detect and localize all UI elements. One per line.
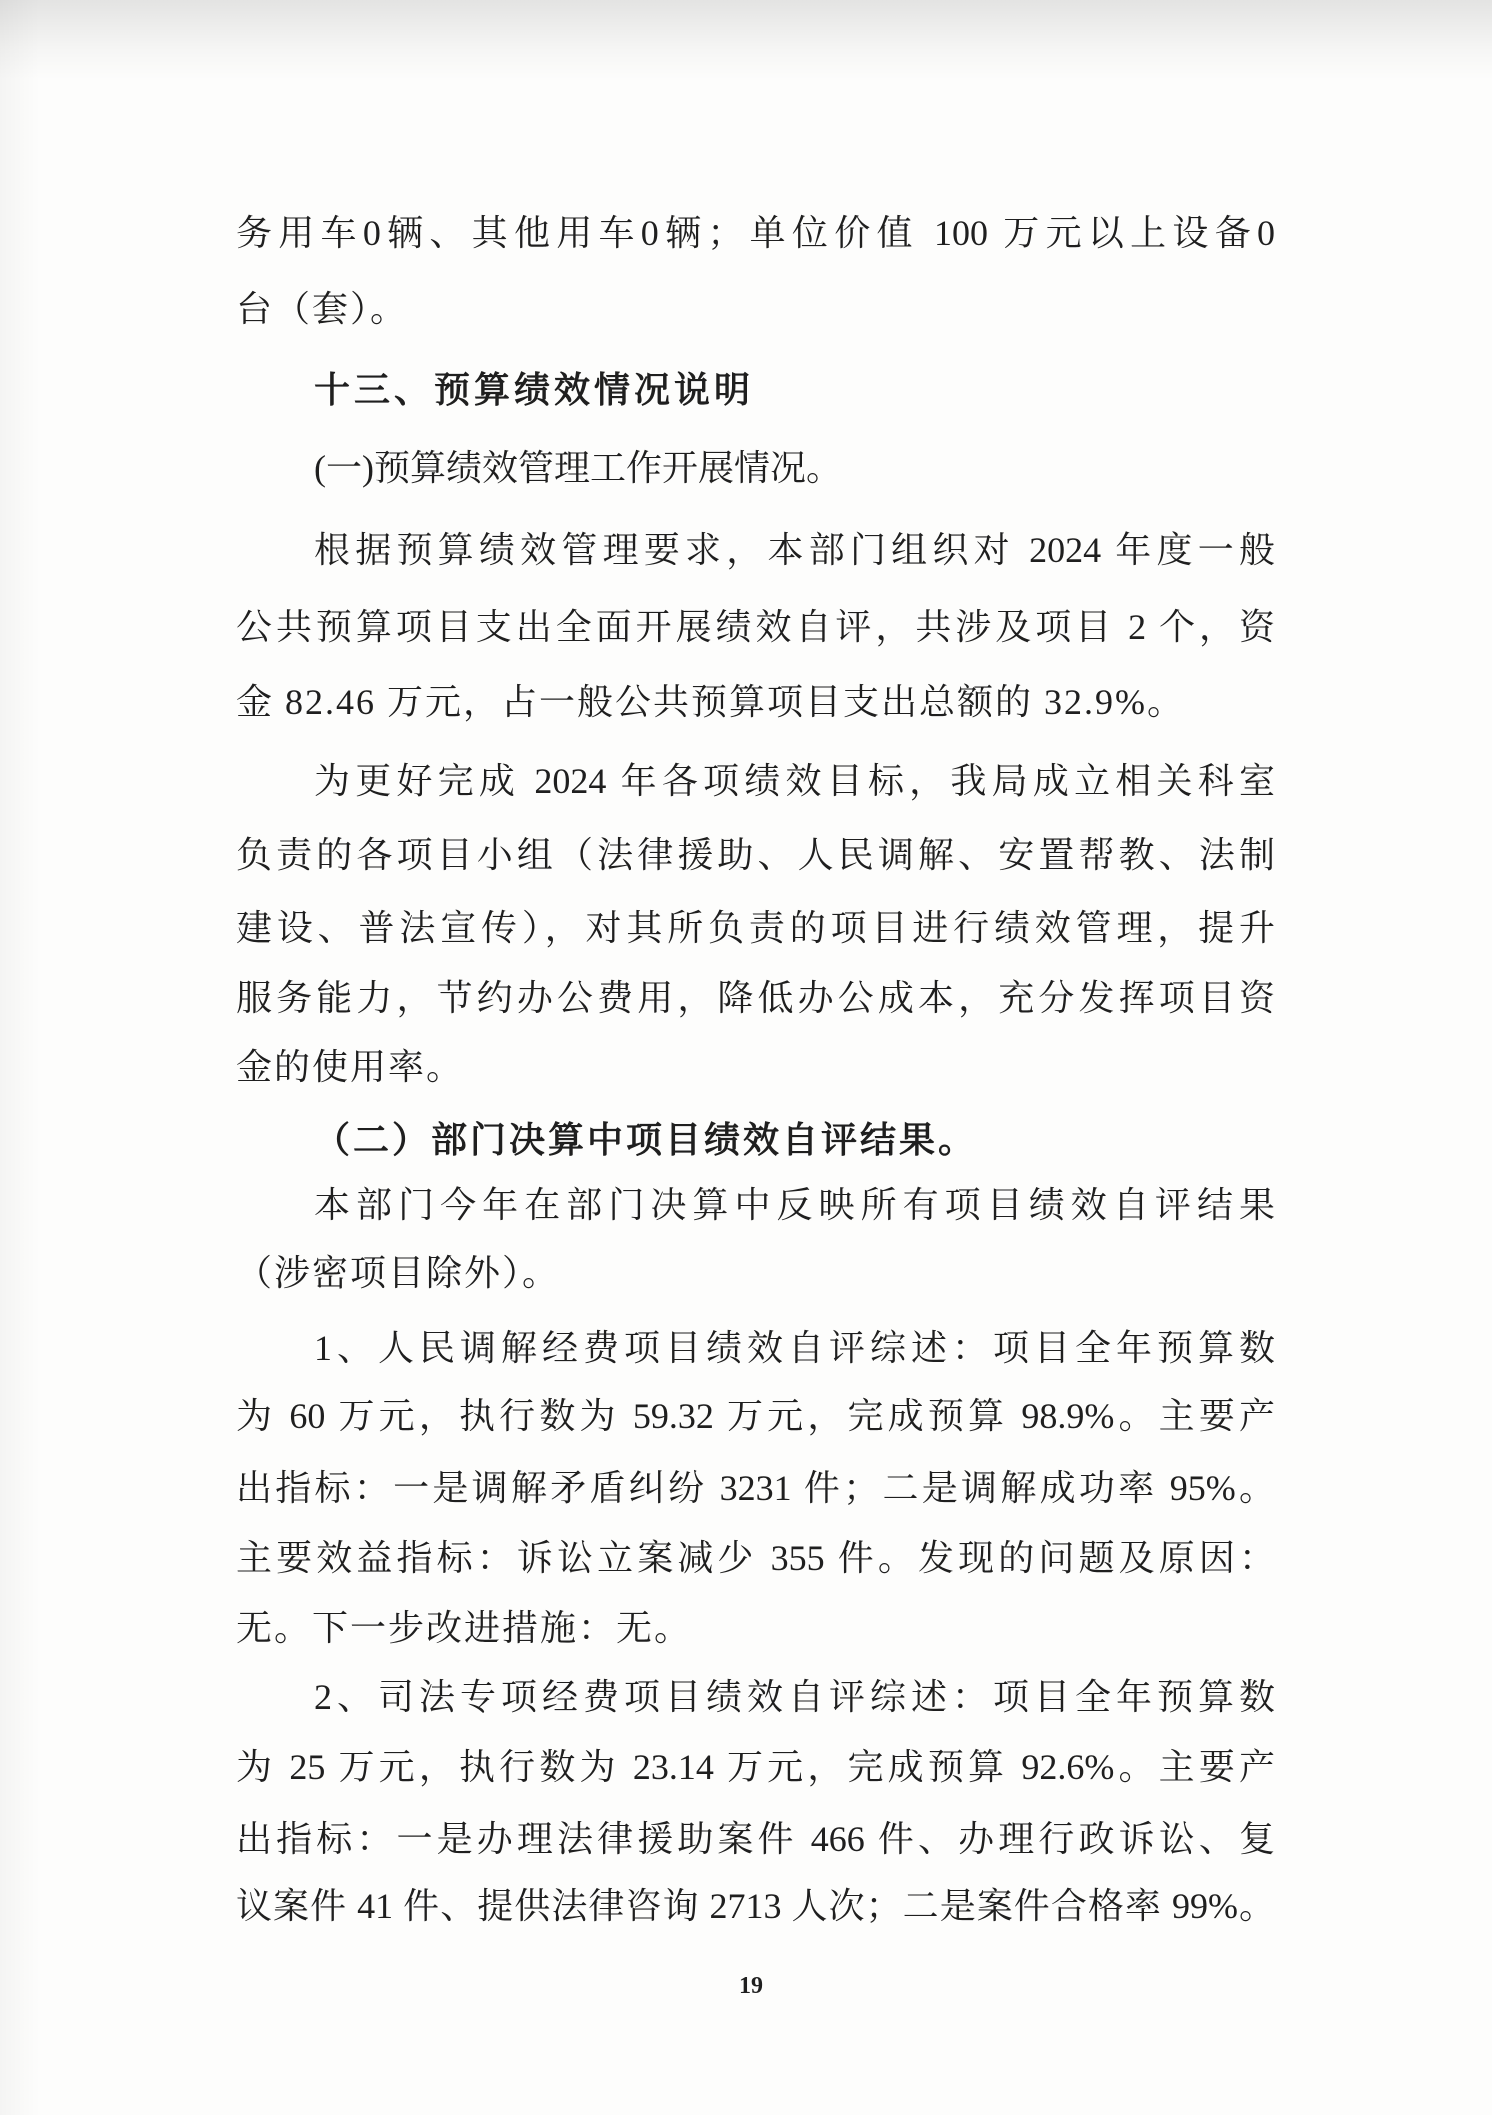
paragraph-line: 金的使用率。 — [236, 1047, 465, 1087]
paragraph-line: 公共预算项目支出全面开展绩效自评，共涉及项目 2 个，资 — [236, 607, 1275, 647]
paragraph-line: 根据预算绩效管理要求，本部门组织对 2024 年度一般 — [314, 530, 1275, 570]
paragraph-line: 议案件 41 件、提供法律咨询 2713 人次；二是案件合格率 99%。 — [236, 1886, 1275, 1926]
paragraph-line: 2、司法专项经费项目绩效自评综述：项目全年预算数 — [314, 1677, 1275, 1717]
paragraph-line: 务用车0辆、其他用车0辆；单位价值 100 万元以上设备0 — [236, 213, 1275, 253]
paragraph-line: 建设、普法宣传），对其所负责的项目进行绩效管理，提升 — [236, 908, 1275, 948]
subsection-title: （二）部门决算中项目绩效自评结果。 — [314, 1120, 978, 1160]
page-number: 19 — [739, 1973, 763, 1999]
paragraph-line: 为更好完成 2024 年各项绩效目标，我局成立相关科室 — [314, 761, 1275, 801]
paragraph-line: 出指标：一是调解矛盾纠纷 3231 件；二是调解成功率 95%。 — [236, 1468, 1275, 1508]
paragraph-line: 无。下一步改进措施：无。 — [236, 1608, 693, 1648]
paragraph-line: 为 25 万元，执行数为 23.14 万元，完成预算 92.6%。主要产 — [236, 1747, 1275, 1787]
section-heading: 十三、预算绩效情况说明 — [314, 369, 755, 410]
paragraph-line: （涉密项目除外）。 — [236, 1253, 561, 1293]
scan-shadow — [0, 0, 1492, 80]
paragraph-line: 出指标：一是办理法律援助案件 466 件、办理行政诉讼、复 — [236, 1819, 1275, 1859]
paragraph-line: 金 82.46 万元，占一般公共预算项目支出总额的 32.9%。 — [236, 682, 1185, 722]
paragraph-line: 主要效益指标：诉讼立案减少 355 件。发现的问题及原因： — [236, 1538, 1275, 1578]
paragraph-line: 为 60 万元，执行数为 59.32 万元，完成预算 98.9%。主要产 — [236, 1396, 1275, 1436]
subsection-title: (一)预算绩效管理工作开展情况。 — [314, 448, 842, 488]
paragraph-line: 负责的各项目小组（法律援助、人民调解、安置帮教、法制 — [236, 835, 1275, 875]
scan-edge-shadow — [0, 0, 40, 2115]
paragraph-line: 1、人民调解经费项目绩效自评综述：项目全年预算数 — [314, 1328, 1275, 1368]
paragraph-line: 台（套）。 — [236, 289, 409, 329]
paragraph-line: 本部门今年在部门决算中反映所有项目绩效自评结果 — [314, 1185, 1275, 1225]
paragraph-line: 服务能力，节约办公费用，降低办公成本，充分发挥项目资 — [236, 978, 1275, 1018]
